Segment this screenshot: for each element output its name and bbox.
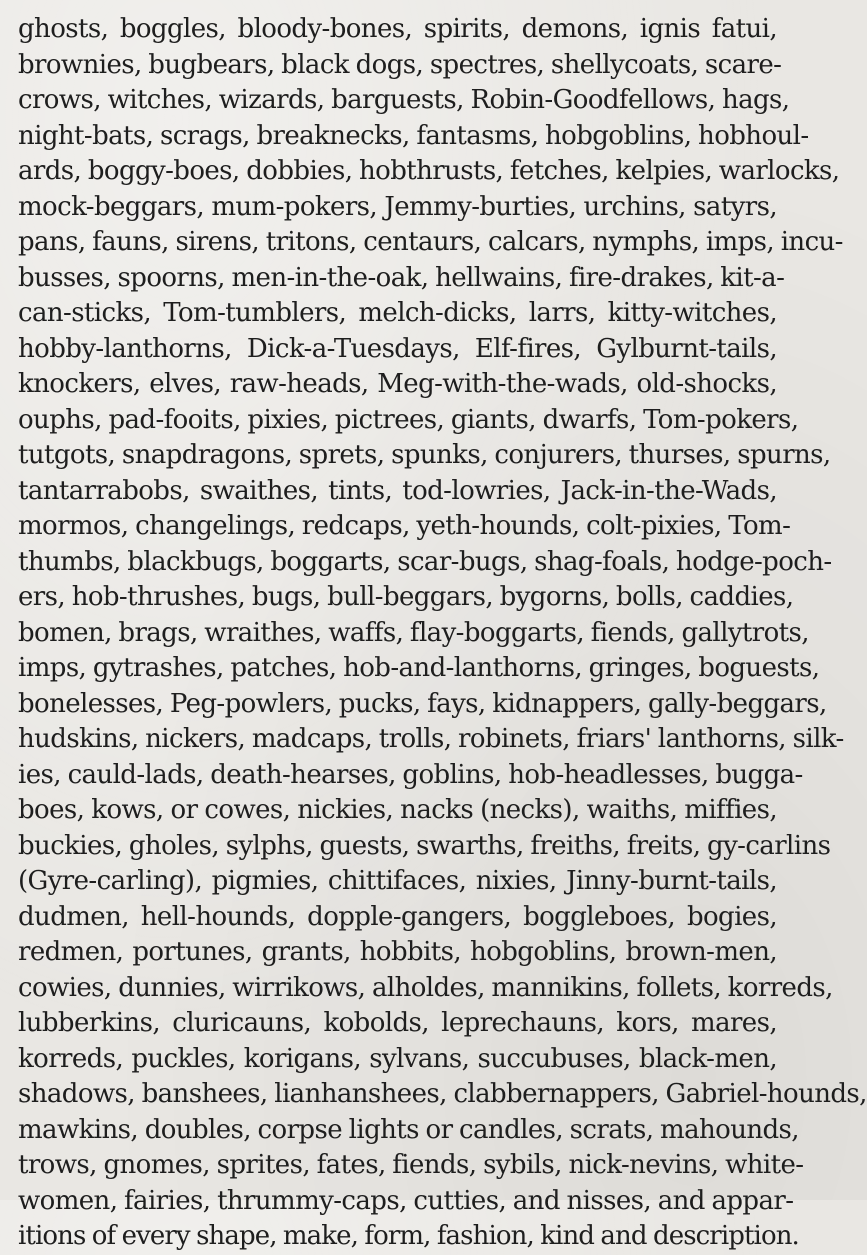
text-line: cowies, dunnies, wirrikows, alholdes, mannikins, follets, korreds, [18,972,833,1003]
text-line: boes, kows, or cowes, nickies, nacks (necks), waiths, miffies, [18,795,777,825]
text-line: night-bats, scrags, breaknecks, fantasms, hobgoblins, hobhoul- [18,120,809,151]
text-line: lubberkins, cluricauns, kobolds, leprechauns, kors, mares, [18,1008,777,1038]
text-line: can-sticks, Tom-tumblers, melch-dicks, larrs, kitty-witches, [18,298,777,328]
text-line: tutgots, snapdragons, sprets, spunks, conjurers, thurses, spurns, [18,440,831,470]
text-line: mormos, changelings, redcaps, yeth-hounds, colt-pixies, Tom- [18,511,791,541]
text-line: mock-beggars, mum-pokers, Jemmy-burties, urchins, satyrs, [18,191,777,222]
text-line: hobby-lanthorns, Dick-a-Tuesdays, Elf-fires, Gylburnt-tails, [18,333,777,364]
text-line: hudskins, nickers, madcaps, trolls, robinets, friars' lanthorns, silk- [18,724,844,754]
text-line: trows, gnomes, sprites, fates, fiends, sybils, nick-nevins, white- [18,1150,804,1180]
text-line: knockers, elves, raw-heads, Meg-with-the-wads, old-shocks, [18,369,777,399]
text-line: brownies, bugbears, black dogs, spectres, shellycoats, scare- [18,49,782,80]
text-line: dudmen, hell-hounds, dopple-gangers, boggleboes, bogies, [18,901,777,932]
text-line-last: itions of every shape, make, form, fashion, kind and description. [18,1221,799,1251]
text-line: women, fairies, thrummy-caps, cutties, and nisses, and appar- [18,1185,794,1216]
text-line: redmen, portunes, grants, hobbits, hobgoblins, brown-men, [18,937,777,967]
text-line: pans, fauns, sirens, tritons, centaurs, calcars, nymphs, imps, incu- [18,227,843,257]
text-line: busses, spoorns, men-in-the-oak, hellwains, fire-drakes, kit-a- [18,262,785,293]
text-line: ouphs, pad-fooits, pixies, pictrees, giants, dwarfs, Tom-pokers, [18,404,799,435]
text-line: shadows, banshees, lianhanshees, clabbernappers, Gabriel-hounds, [18,1079,867,1109]
text-line: thumbs, blackbugs, boggarts, scar-bugs, shag-foals, hodge-poch- [18,546,832,577]
text-line: bomen, brags, wraithes, waffs, flay-boggarts, fiends, gallytrots, [18,617,809,648]
text-line: ghosts, boggles, bloody-bones, spirits, demons, ignis fatui, [18,14,777,44]
text-line: mawkins, doubles, corpse lights or candles, scrats, mahounds, [18,1114,799,1145]
text-line: ers, hob-thrushes, bugs, bull-beggars, bygorns, bolls, caddies, [18,582,794,612]
text-block [18,12,867,1255]
text-line: korreds, puckles, korigans, sylvans, succubuses, black-men, [18,1043,777,1074]
text-line: ies, cauld-lads, death-hearses, goblins, hob-headlesses, bugga- [18,759,803,790]
text-line: crows, witches, wizards, barguests, Robin-Goodfellows, hags, [18,85,790,115]
text-line: bonelesses, Peg-powlers, pucks, fays, kidnappers, gally-beggars, [18,688,827,719]
text-line: tantarrabobs, swaithes, tints, tod-lowries, Jack-in-the-Wads, [18,475,777,506]
text-line: imps, gytrashes, patches, hob-and-lanthorns, gringes, boguests, [18,653,820,683]
text-line: buckies, gholes, sylphs, guests, swarths, freiths, freits, gy-carlins [18,830,831,861]
text-line: ards, boggy-boes, dobbies, hobthrusts, fetches, kelpies, warlocks, [18,156,840,186]
text-line: (Gyre-carling), pigmies, chittifaces, nixies, Jinny-burnt-tails, [18,866,777,896]
